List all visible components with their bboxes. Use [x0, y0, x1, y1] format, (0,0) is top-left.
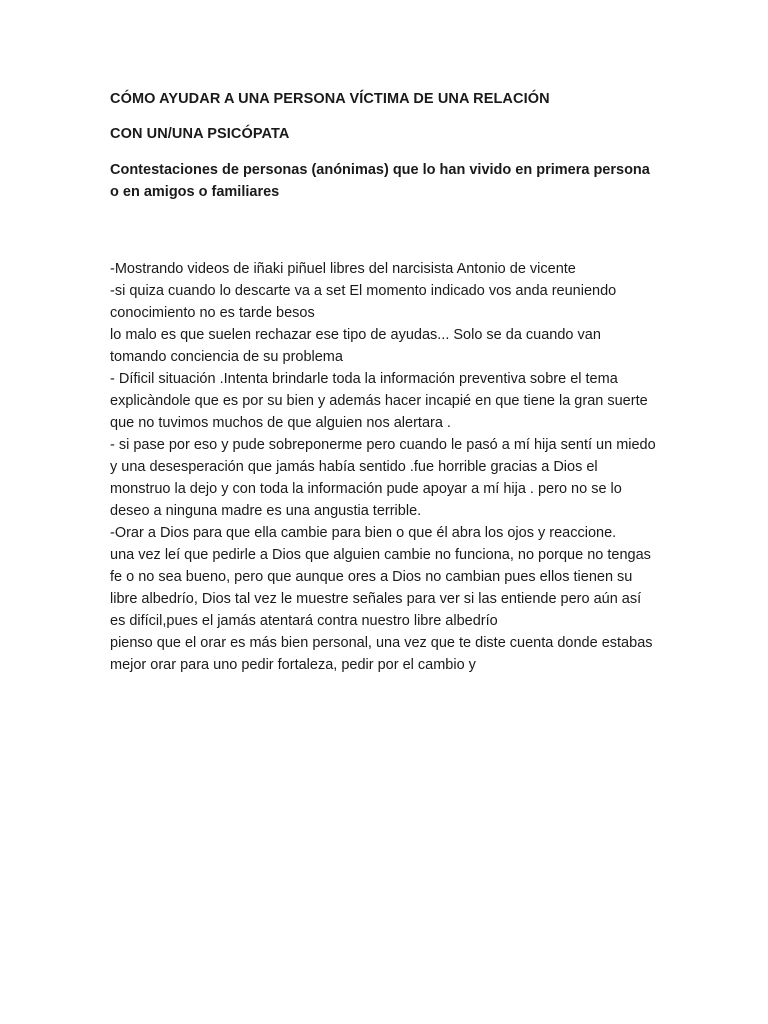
paragraph-4: - Díficil situación .Intenta brindarle toda la información preventiva sobre el tema explicàndole que es por su bien y además hacer incapié en que tiene la gran suerte que no tuvimos muchos de que alguien nos alertara . [110, 371, 648, 431]
paragraph-5: - si pase por eso y pude sobreponerme pero cuando le pasó a mí hija sentí un miedo y una desesperación que jamás había sentido .fue horrible gracias a Dios el monstruo la dejo y con toda la información pude apoyar a mí hija . pero no se lo deseo a ninguna madre es una angustia terrible. [110, 437, 656, 519]
document-title-line-2: CON UN/UNA PSICÓPATA [110, 126, 290, 142]
paragraph-7: una vez leí que pedirle a Dios que alguien cambie no funciona, no porque no tengas fe o no sea bueno, pero que aunque ores a Dios no cambian pues ellos tienen su libre albedrío, Dios tal vez le muestre señales para ver si las entiende pero aún así es difícil,pues el jamás atentará contra nuestro libre albedrío [110, 547, 651, 629]
paragraph-8: pienso que el orar es más bien personal, una vez que te diste cuenta donde estabas mejor orar para uno pedir fortaleza, pedir por el cambio y [110, 635, 653, 673]
document-body [110, 88, 658, 676]
document-title-line-1: CÓMO AYUDAR A UNA PERSONA VÍCTIMA DE UNA RELACIÓN [110, 91, 550, 107]
paragraph-6: -Orar a Dios para que ella cambie para bien o que él abra los ojos y reaccione. [110, 525, 617, 541]
paragraph-2: -si quiza cuando lo descarte va a set El momento indicado vos anda reuniendo conocimiento no es tarde besos [110, 283, 617, 321]
document-subtitle: Contestaciones de personas (anónimas) que lo han vivido en primera persona o en amigos o familiares [110, 162, 650, 200]
paragraph-1: -Mostrando videos de iñaki piñuel libres del narcisista Antonio de vicente [110, 261, 576, 277]
paragraph-3: lo malo es que suelen rechazar ese tipo de ayudas... Solo se da cuando van tomando conciencia de su problema [110, 327, 601, 365]
